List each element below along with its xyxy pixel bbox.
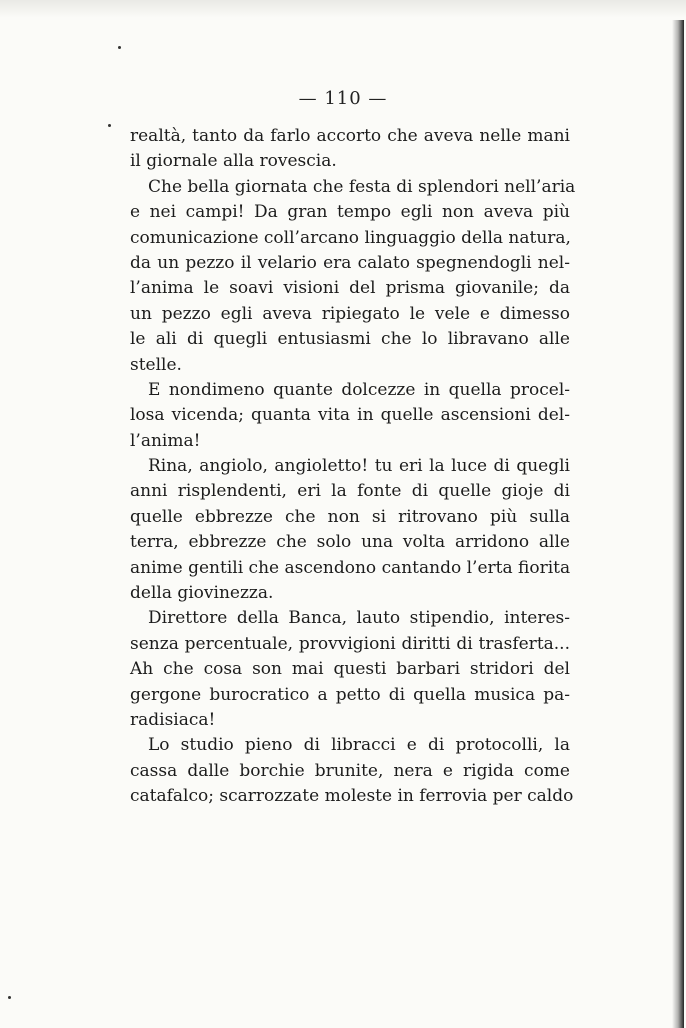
page-right-edge: [672, 20, 684, 1028]
text-line: E nondimeno quante dolcezze in quella procel-: [148, 379, 570, 400]
text-line: stelle.: [130, 354, 182, 375]
text-line: senza percentuale, provvigioni diritti di trasferta...: [130, 633, 570, 654]
text-line: le ali di quegli entusiasmi che lo libravano alle: [130, 329, 570, 350]
text-line: Ah che cosa son mai questi barbari stridori del: [130, 659, 570, 680]
text-line: Che bella giornata che festa di splendori nell’aria: [148, 176, 576, 197]
text-line: gergone burocratico a petto di quella musica pa-: [130, 684, 570, 705]
text-line: l’anima!: [130, 430, 201, 451]
text-line: catafalco; scarrozzate moleste in ferrovia per caldo: [130, 786, 574, 807]
text-line: e nei campi! Da gran tempo egli non aveva più: [130, 202, 570, 223]
page-number: — 110 —: [298, 88, 388, 109]
text-line: Direttore della Banca, lauto stipendio, interes-: [148, 608, 570, 629]
text-line: anni risplendenti, eri la fonte di quelle gioje di: [130, 481, 570, 502]
text-line: terra, ebbrezze che solo una volta arridono alle: [130, 532, 570, 553]
text-line: comunicazione coll’arcano linguaggio della natura,: [130, 227, 571, 248]
text-line: realtà, tanto da farlo accorto che aveva nelle mani: [130, 126, 570, 146]
text-line: il giornale alla rovescia.: [130, 151, 337, 172]
text-line: della giovinezza.: [130, 583, 274, 604]
text-line: un pezzo egli aveva ripiegato le vele e dimesso: [130, 303, 570, 324]
text-line: radisiaca!: [130, 709, 216, 730]
text-line: quelle ebbrezze che non si ritrovano più sulla: [130, 506, 570, 527]
text-line: Rina, angiolo, angioletto! tu eri la luce di quegli: [148, 456, 570, 477]
ink-speck: [8, 996, 11, 999]
ink-speck: [108, 124, 111, 127]
text-line: Lo studio pieno di libracci e di protocolli, la: [148, 735, 570, 756]
body-text: [130, 124, 576, 810]
text-line: losa vicenda; quanta vita in quelle ascensioni del-: [130, 405, 570, 426]
text-line: da un pezzo il velario era calato spegnendogli nel-: [130, 252, 570, 273]
page-top-shadow: [0, 0, 686, 18]
ink-speck: [118, 46, 121, 49]
text-line: anime gentili che ascendono cantando l’erta fiorita: [130, 557, 571, 578]
text-line: cassa dalle borchie brunite, nera e rigida come: [130, 760, 570, 781]
text-line: l’anima le soavi visioni del prisma giovanile; da: [130, 278, 570, 299]
